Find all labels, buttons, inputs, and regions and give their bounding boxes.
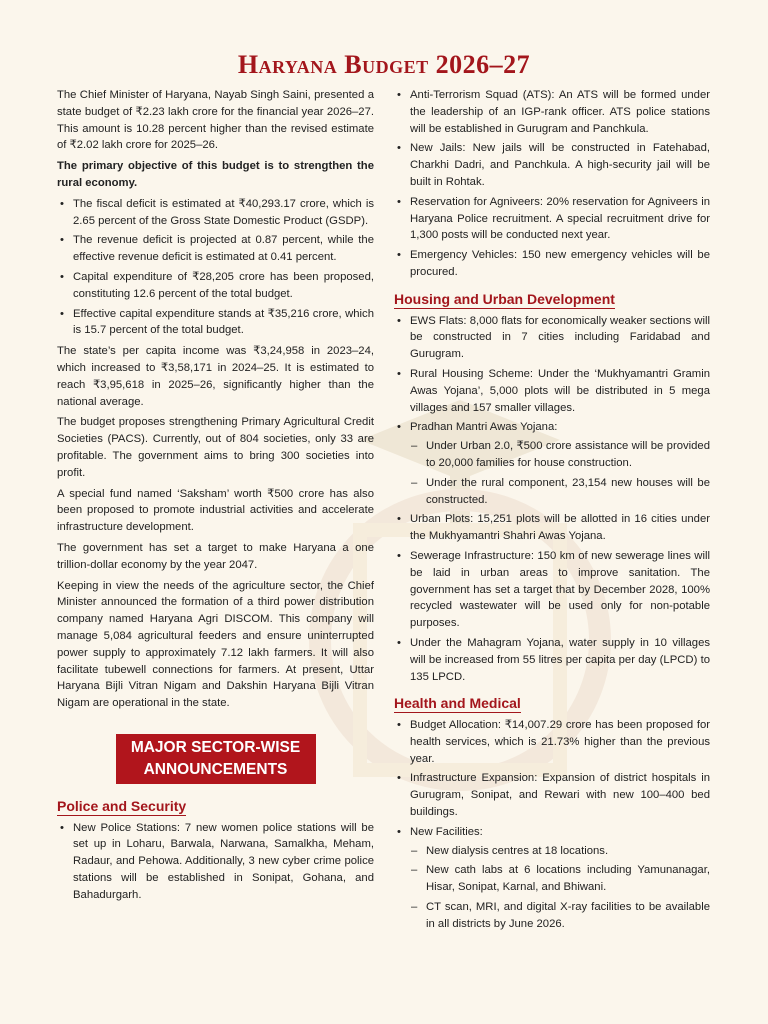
sub-list-item: – New cath labs at 6 locations including Yamunanagar, Hisar, Sonipat, Karnal, and Bhiwani.: [410, 862, 710, 896]
police-list-continued: [394, 87, 710, 281]
police-list: [57, 820, 374, 904]
facilities-label: New Facilities:: [410, 825, 483, 838]
list-item: • Effective capital expenditure stands at ₹35,216 crore, which is 15.7 percent of the total budget.: [57, 306, 374, 340]
list-item: • Anti-Terrorism Squad (ATS): An ATS will be formed under the leadership of an IGP-rank officer. ATS police stations will be established in Gurugram and Panchkula.: [394, 87, 710, 137]
list-item: • Under the Mahagram Yojana, water supply in 10 villages will be increased from 55 litres per capita per day (LPCD) to 135 LPCD.: [394, 635, 710, 685]
banner-line: ANNOUNCEMENTS: [143, 760, 288, 778]
trillion-paragraph: The government has set a target to make Haryana a one trillion-dollar economy by the year 2047.: [57, 541, 374, 571]
list-item: [394, 419, 710, 508]
pmay-sublist: [410, 438, 710, 508]
list-item: • Budget Allocation: ₹14,007.29 crore has been proposed for health services, which is 21.73% higher than the previous year.: [394, 717, 710, 767]
police-heading: Police and Security: [57, 797, 187, 814]
facilities-sublist: [410, 843, 710, 933]
saksham-paragraph: A special fund named ‘Saksham’ worth ₹500 crore has also been proposed to promote industrial activities and accelerate infrastructure development.: [57, 487, 374, 534]
left-column: [57, 87, 374, 908]
health-heading: Health and Medical: [394, 695, 521, 712]
pacs-paragraph: The budget proposes strengthening Primary Agricultural Credit Societies (PACS). Currently, out of 804 societies, only 33 are profitable. The government aims to bring 300 societies into profit.: [57, 416, 374, 479]
list-item: [394, 824, 710, 933]
sub-list-item: – Under the rural component, 23,154 new houses will be constructed.: [410, 475, 710, 509]
housing-list: [394, 313, 710, 686]
pmay-label: Pradhan Mantri Awas Yojana:: [410, 421, 558, 434]
list-item: • The fiscal deficit is estimated at ₹40,293.17 crore, which is 2.65 percent of the Gross State Domestic Product (GSDP).: [57, 196, 374, 230]
sub-list-item: – New dialysis centres at 18 locations.: [410, 843, 710, 860]
list-item: • Rural Housing Scheme: Under the ‘Mukhyamantri Gramin Awas Yojana’, 5,000 plots will be distributed in 5 mega villages and 157 smaller villages.: [394, 366, 710, 416]
intro-paragraph: The Chief Minister of Haryana, Nayab Singh Saini, presented a state budget of ₹2.23 lakh crore for the financial year 2026–27. This amount is 10.28 percent higher than the revised estimate of ₹2.02 lakh crore for 2025–26.: [57, 89, 374, 152]
objective-paragraph: The primary objective of this budget is to strengthen the rural economy.: [57, 160, 374, 189]
list-item: • New Jails: New jails will be constructed in Fatehabad, Charkhi Dadri, and Panchkula. A high-security jail will be built in Rohtak.: [394, 140, 710, 190]
list-item: • The revenue deficit is projected at 0.87 percent, while the effective revenue deficit is estimated at 0.41 percent.: [57, 232, 374, 266]
page-title: Haryana Budget 2026–27: [237, 50, 531, 79]
list-item: • Reservation for Agniveers: 20% reservation for Agniveers in Haryana Police recruitment. A special recruitment drive for 1,300 posts will be conducted next year.: [394, 194, 710, 244]
section-banner: [116, 734, 316, 784]
fiscal-list: [57, 196, 374, 339]
list-item: • Infrastructure Expansion: Expansion of district hospitals in Gurugram, Sonipat, and Rewari with new 100–400 bed buildings.: [394, 770, 710, 820]
list-item: • Capital expenditure of ₹28,205 crore has been proposed, constituting 12.6 percent of the total budget.: [57, 269, 374, 303]
health-list: [394, 717, 710, 933]
list-item: • New Police Stations: 7 new women police stations will be set up in Loharu, Barwala, Narwana, Samalkha, Meham, Radaur, and Pehowa. Additionally, 3 new cyber crime police stations will be established in Sonipat, Gohana, and Bahadurgarh.: [57, 820, 374, 904]
per-capita-paragraph: The state’s per capita income was ₹3,24,958 in 2023–24, which increased to ₹3,58,171 in 2024–25. It is estimated to reach ₹3,95,618 in 2025–26, significantly higher than the national average.: [57, 345, 374, 408]
housing-heading: Housing and Urban Development: [394, 290, 615, 307]
list-item: • Emergency Vehicles: 150 new emergency vehicles will be procured.: [394, 247, 710, 281]
list-item: • Urban Plots: 15,251 plots will be allotted in 16 cities under the Mukhyamantri Shahri Awas Yojana.: [394, 511, 710, 545]
list-item: • EWS Flats: 8,000 flats for economically weaker sections will be constructed in 7 cities including Faridabad and Gurugram.: [394, 313, 710, 363]
banner-line: MAJOR SECTOR-WISE: [130, 738, 301, 756]
discom-paragraph: Keeping in view the needs of the agriculture sector, the Chief Minister announced the formation of a third power distribution company named Haryana Agri DISCOM. This company will manage 5,084 agricultural feeders and ensure uninterrupted power supply to approximately 7.12 lakh farmers. It will also facilitate tubewell connections for farmers. At present, Uttar Haryana Bijli Vitran Nigam and Dakshin Haryana Bijli Vitran Nigam are operational in the state.: [57, 579, 374, 710]
sub-list-item: – CT scan, MRI, and digital X-ray facilities to be available in all districts by June 2026.: [410, 899, 710, 933]
right-column: [394, 87, 710, 937]
sub-list-item: – Under Urban 2.0, ₹500 crore assistance will be provided to 20,000 families for house construction.: [410, 438, 710, 472]
list-item: • Sewerage Infrastructure: 150 km of new sewerage lines will be laid in urban areas to improve sanitation. The government has set a target that by December 2028, 100% recycled wastewater will be used only for non-potable purposes.: [394, 548, 710, 632]
